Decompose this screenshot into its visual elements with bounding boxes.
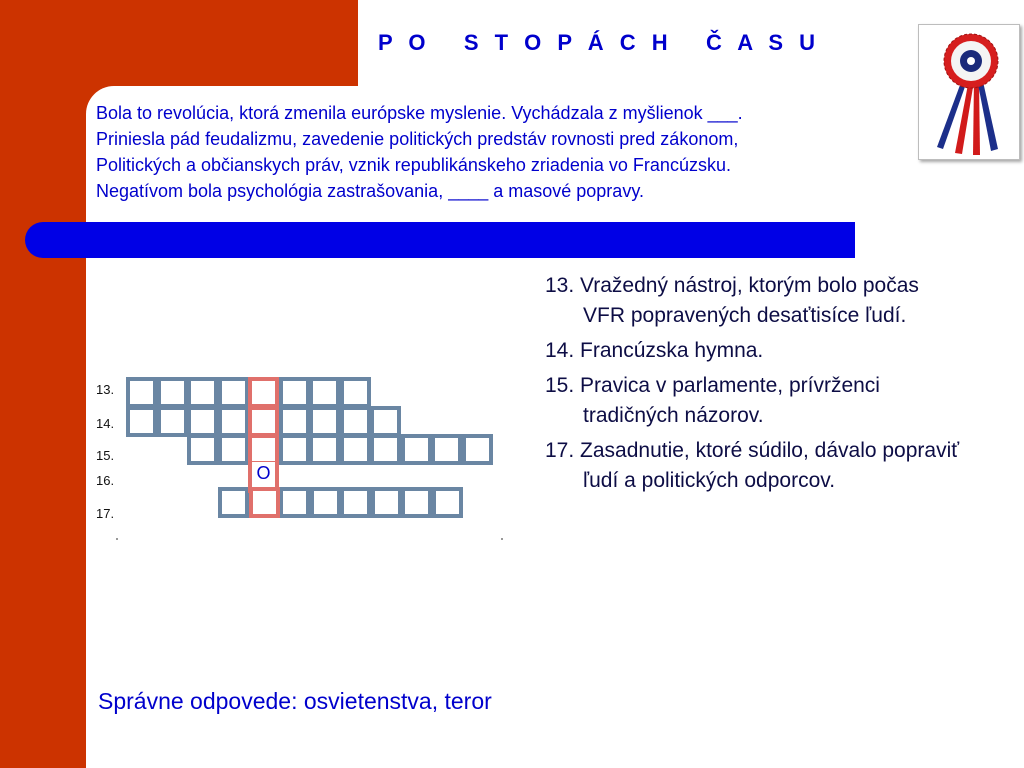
row-number-15: 15. bbox=[96, 448, 115, 463]
crossword-cell[interactable] bbox=[370, 406, 401, 437]
crossword-cell[interactable] bbox=[370, 434, 401, 465]
grid-corner-mark bbox=[116, 538, 118, 540]
crossword-cell[interactable] bbox=[309, 406, 340, 437]
intro-line: Priniesla pád feudalizmu, zavedenie politických predstáv rovnosti pred zákonom, bbox=[96, 129, 739, 149]
crossword-cell[interactable] bbox=[401, 434, 432, 465]
crossword-cell[interactable] bbox=[248, 434, 279, 465]
given-letter: O bbox=[256, 463, 271, 483]
crossword-cell[interactable] bbox=[309, 434, 340, 465]
crossword-cell[interactable] bbox=[187, 377, 218, 408]
clue-13: 13. Vražedný nástroj, ktorým bolo počas VFR popravených desaťtisíce ľudí. bbox=[545, 274, 919, 327]
intro-line: Bola to revolúcia, ktorá zmenila európske myslenie. Vychádzala z myšlienok ___. bbox=[96, 103, 743, 123]
crossword-cell[interactable] bbox=[340, 434, 371, 465]
crossword-cell[interactable] bbox=[431, 434, 462, 465]
crossword-cell[interactable] bbox=[340, 406, 371, 437]
crossword-cell[interactable] bbox=[248, 377, 279, 408]
row-number-14: 14. bbox=[96, 416, 115, 431]
crossword-cell[interactable] bbox=[187, 434, 218, 465]
clue-15: 15. Pravica v parlamente, prívrženci tradičných názorov. bbox=[545, 374, 880, 427]
crossword-cell[interactable] bbox=[248, 406, 279, 437]
crossword-cell[interactable] bbox=[340, 487, 371, 518]
intro-line: Negatívom bola psychológia zastrašovania, ____ a masové popravy. bbox=[96, 181, 644, 201]
clue-17: 17. Zasadnutie, ktoré súdilo, dávalo popraviť ľudí a politických odporcov. bbox=[545, 439, 960, 492]
slide-title: P O S T O P Á C H Č A S U bbox=[378, 30, 821, 55]
crossword-cell[interactable] bbox=[309, 377, 340, 408]
crossword-cell[interactable] bbox=[187, 406, 218, 437]
crossword-cell[interactable] bbox=[218, 406, 249, 437]
crossword-cell[interactable] bbox=[279, 487, 310, 518]
row-number-17: 17. bbox=[96, 506, 115, 521]
crossword-cell[interactable] bbox=[157, 406, 188, 437]
row-number-16: 16. bbox=[96, 473, 115, 488]
crossword-cell[interactable] bbox=[310, 487, 341, 518]
answers-text: Správne odpovede: osvietenstva, teror bbox=[98, 688, 492, 714]
crossword-cell[interactable] bbox=[340, 377, 371, 408]
crossword-cell[interactable] bbox=[432, 487, 463, 518]
crossword-cell[interactable] bbox=[157, 377, 188, 408]
crossword-cell[interactable] bbox=[126, 377, 157, 408]
clue-14: 14. Francúzska hymna. bbox=[545, 339, 764, 362]
clues-list bbox=[545, 271, 965, 501]
row-number-13: 13. bbox=[96, 382, 115, 397]
crossword-cell[interactable] bbox=[371, 487, 402, 518]
crossword-cell[interactable] bbox=[279, 406, 310, 437]
crossword-cell[interactable] bbox=[218, 434, 249, 465]
crossword-cell[interactable] bbox=[279, 434, 310, 465]
grid-corner-mark bbox=[501, 538, 503, 540]
crossword-cell[interactable] bbox=[462, 434, 493, 465]
crossword-cell[interactable] bbox=[279, 377, 310, 408]
crossword-cell[interactable] bbox=[401, 487, 432, 518]
crossword-cell[interactable] bbox=[218, 377, 249, 408]
crossword-cell[interactable] bbox=[218, 487, 249, 518]
crossword-cell[interactable] bbox=[249, 487, 280, 518]
intro-line: Politických a občianskych práv, vznik republikánskeho zriadenia vo Francúzsku. bbox=[96, 155, 731, 175]
crossword-cell[interactable] bbox=[126, 406, 157, 437]
